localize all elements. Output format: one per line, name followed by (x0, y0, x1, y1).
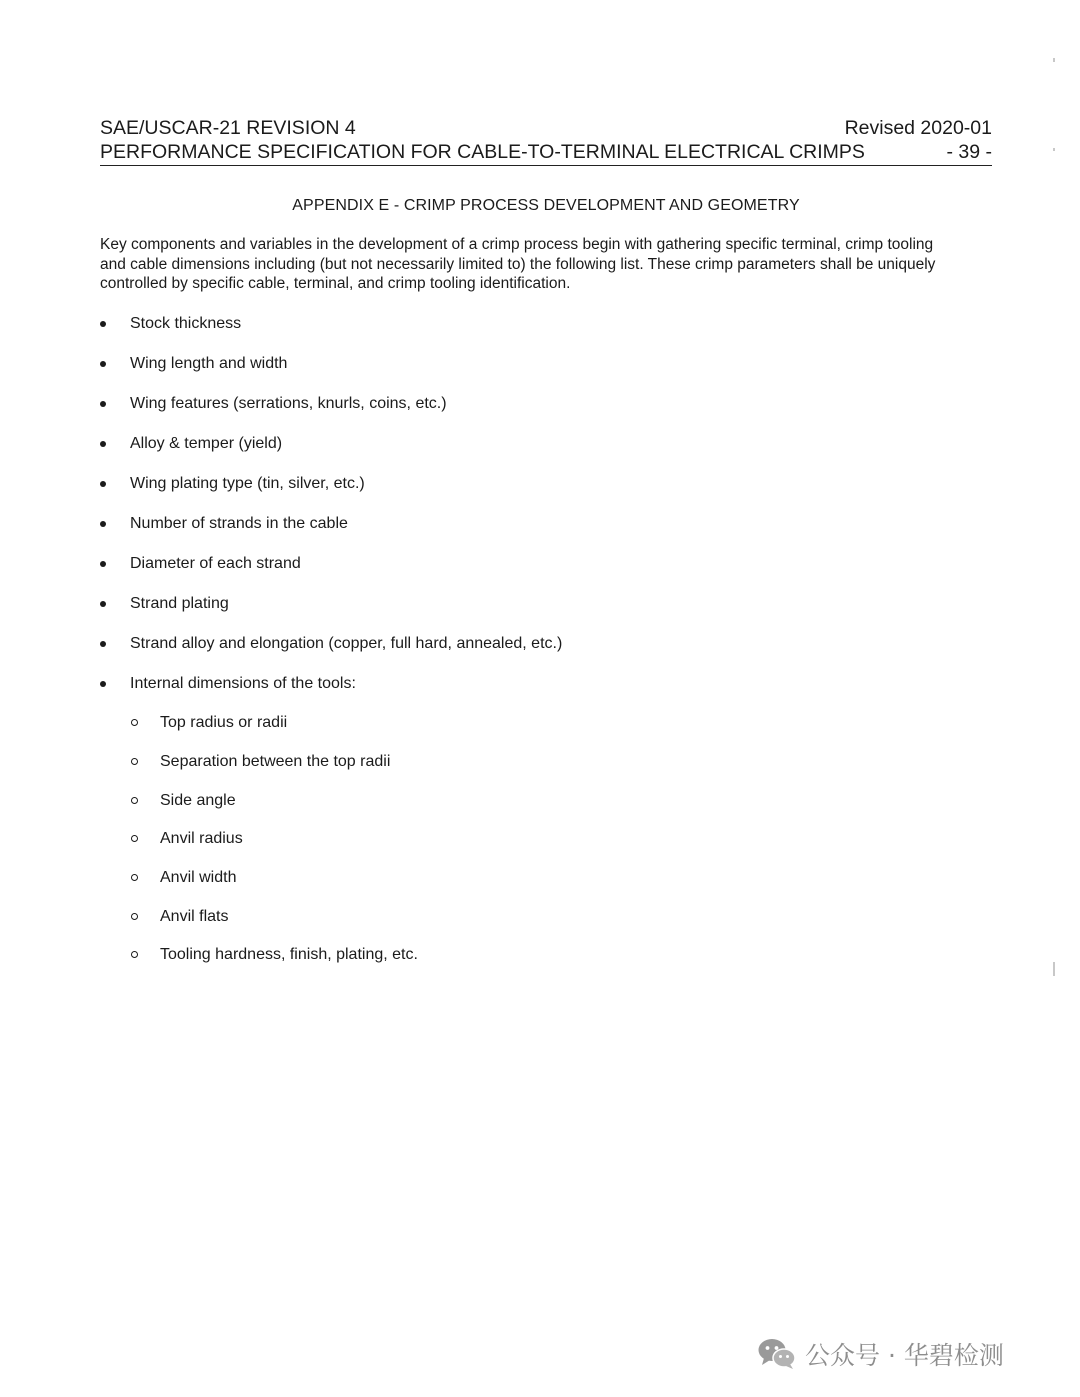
hollow-circle-icon (131, 874, 138, 881)
bullet-dot-icon (100, 361, 106, 367)
intro-line: and cable dimensions including (but not necessarily limited to) the following list. These crimp parameters shall be uniquely (100, 255, 936, 273)
bullet-text: Strand plating (130, 595, 229, 612)
scan-edge-mark (1053, 962, 1055, 976)
bullet-dot-icon (100, 441, 106, 447)
appendix-title: APPENDIX E - CRIMP PROCESS DEVELOPMENT AND GEOMETRY (292, 197, 800, 214)
wechat-icon (757, 1337, 797, 1371)
bullet-dot-icon (100, 481, 106, 487)
bullet-dot-icon (100, 321, 106, 327)
bullet-text: Strand alloy and elongation (copper, full hard, annealed, etc.) (130, 635, 563, 652)
sub-bullet-text: Anvil flats (160, 908, 229, 925)
intro-line: controlled by specific cable, terminal, and crimp tooling identification. (100, 275, 571, 293)
page-header (100, 116, 992, 166)
header-row-2 (100, 140, 992, 166)
header-row-1 (100, 116, 992, 140)
sub-bullet-text: Side angle (160, 792, 236, 809)
scan-edge-mark (1053, 148, 1055, 151)
bullet-text: Diameter of each strand (130, 555, 301, 572)
hollow-circle-icon (131, 719, 138, 726)
page-number: - 39 - (946, 141, 992, 163)
bullet-dot-icon (100, 521, 106, 527)
bullet-dot-icon (100, 601, 106, 607)
bullet-dot-icon (100, 681, 106, 687)
hollow-circle-icon (131, 913, 138, 920)
bullet-text: Stock thickness (130, 315, 242, 332)
doc-title: PERFORMANCE SPECIFICATION FOR CABLE-TO-TERMINAL ELECTRICAL CRIMPS (100, 141, 865, 163)
bullet-dot-icon (100, 561, 106, 567)
hollow-circle-icon (131, 835, 138, 842)
intro-paragraph (100, 235, 1000, 294)
scan-edge-mark (1053, 58, 1055, 62)
watermark-text: 公众号 · 华碧检测 (805, 1341, 1004, 1370)
bullet-dot-icon (100, 641, 106, 647)
bullet-text: Wing plating type (tin, silver, etc.) (130, 475, 365, 492)
sub-bullet-text: Separation between the top radii (160, 753, 391, 770)
sub-bullet-text: Anvil width (160, 869, 237, 886)
sub-bullet-text: Top radius or radii (160, 714, 288, 731)
intro-line: Key components and variables in the development of a crimp process begin with gathering specific terminal, crimp tooling (100, 236, 934, 253)
doc-id: SAE/USCAR-21 REVISION 4 (100, 117, 356, 139)
hollow-circle-icon (131, 797, 138, 804)
watermark (757, 1336, 1004, 1372)
sub-bullet-text: Anvil radius (160, 830, 243, 847)
bullet-text: Internal dimensions of the tools: (130, 675, 356, 692)
bullet-text: Wing features (serrations, knurls, coins, etc.) (130, 395, 447, 412)
bullet-text: Alloy & temper (yield) (130, 435, 283, 452)
bullet-text: Wing length and width (130, 355, 288, 372)
bullet-dot-icon (100, 401, 106, 407)
bullet-text: Number of strands in the cable (130, 515, 348, 532)
hollow-circle-icon (131, 758, 138, 765)
sub-bullet-text: Tooling hardness, finish, plating, etc. (160, 946, 418, 963)
revised-date: Revised 2020-01 (844, 117, 992, 139)
hollow-circle-icon (131, 951, 138, 958)
